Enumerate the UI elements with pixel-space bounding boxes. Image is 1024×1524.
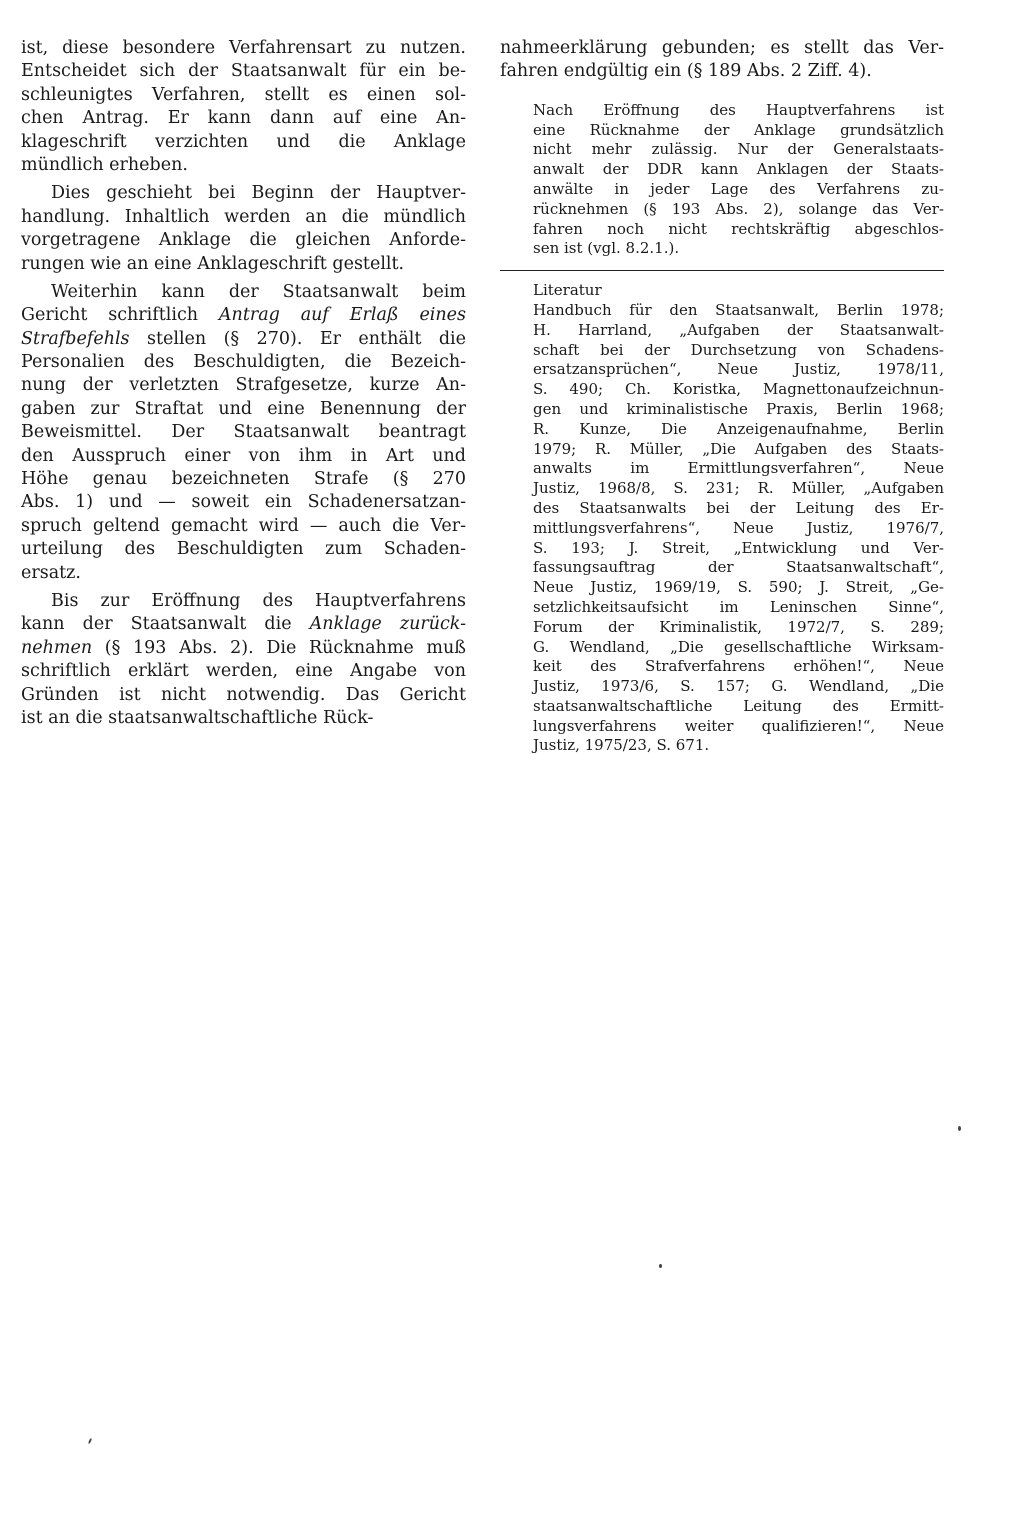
literature-list (533, 301, 944, 756)
text-line: fassungsauftrag der Staatsanwaltschaft“, (533, 558, 944, 577)
text-line: Justiz, 1968/8, S. 231; R. Müller, „Aufgaben (533, 479, 944, 498)
section-divider (500, 270, 944, 271)
text-line: gen und kriminalistische Praxis, Berlin 1968; (533, 399, 944, 418)
small-print-paragraph (500, 101, 944, 259)
text-line: Gründen ist nicht notwendig. Das Gericht (21, 684, 466, 705)
literature-section (500, 281, 944, 756)
text-line: anwalt der DDR kann Anklagen der Staats- (533, 160, 944, 179)
text-line: nicht mehr zulässig. Nur der Generalstaats- (533, 140, 944, 159)
text-line: anwälte in jeder Lage des Verfahrens zu- (533, 179, 944, 198)
text-line: des Staatsanwalts bei der Leitung des Er- (533, 498, 944, 517)
right-column (500, 37, 944, 756)
text-line: rungen wie an eine Anklageschrift gestellt. (21, 253, 405, 274)
text-line: staatsanwaltschaftliche Leitung des Ermitt- (533, 696, 944, 715)
text-line: rücknehmen (§ 193 Abs. 2), solange das Ver- (533, 199, 944, 218)
text-line: eine Rücknahme der Anklage grundsätzlich (533, 120, 944, 139)
text-line: Strafbefehls stellen (§ 270). Er enthält die (21, 328, 466, 349)
text-line: ist, diese besondere Verfahrensart zu nutzen. (21, 38, 466, 58)
text-line: schaft bei der Durchsetzung von Schadens- (533, 340, 944, 359)
text-line: H. Harrland, „Aufgaben der Staatsanwalt- (533, 320, 944, 339)
text-line: 1979; R. Müller, „Die Aufgaben des Staats- (533, 439, 944, 458)
text-line: anwalts im Ermittlungsverfahren“, Neue (533, 459, 944, 478)
text-line: spruch geltend gemacht wird — auch die Ver- (21, 515, 466, 536)
text-line: Weiterhin kann der Staatsanwalt beim (51, 281, 466, 302)
text-line: nahmeerklärung gebunden; es stellt das Ver- (500, 38, 944, 58)
text-line: R. Kunze, Die Anzeigenaufnahme, Berlin (533, 419, 944, 438)
paragraph (21, 182, 466, 276)
text-line: fahren endgültig ein (§ 189 Abs. 2 Ziff. 4). (500, 61, 872, 82)
text-line: mittlungsverfahrens“, Neue Justiz, 1976/7, (533, 518, 944, 537)
text-line: schriftlich erklärt werden, eine Angabe von (21, 661, 466, 682)
text-line: ist an die staatsanwaltschaftliche Rück- (21, 707, 374, 728)
text-line: Gericht schriftlich Antrag auf Erlaß eines (21, 305, 467, 326)
text-line: fahren noch nicht rechtskräftig abgeschlos- (533, 219, 944, 238)
text-line: Dies geschieht bei Beginn der Hauptver- (51, 183, 466, 204)
text-line: klageschrift verzichten und die Anklage (21, 131, 466, 152)
scan-speck (958, 1126, 961, 1131)
text-line: nung der verletzten Strafgesetze, kurze An- (21, 375, 466, 396)
text-line: mündlich erheben. (21, 154, 188, 175)
text-line: Beweismittel. Der Staatsanwalt beantragt (21, 422, 466, 443)
literature-heading: Literatur (533, 281, 602, 300)
text-line: chen Antrag. Er kann dann auf eine An- (21, 108, 466, 129)
text-line: kann der Staatsanwalt die Anklage zurück- (21, 614, 466, 635)
text-line: keit des Strafverfahrens erhöhen!“, Neue (533, 657, 944, 676)
text-line: Entscheidet sich der Staatsanwalt für ein be- (21, 61, 466, 82)
continued-paragraph (500, 37, 944, 84)
text-line: gaben zur Straftat und eine Benennung der (21, 398, 466, 419)
text-line: Nach Eröffnung des Hauptverfahrens ist (533, 100, 944, 119)
text-line: Abs. 1) und — soweit ein Schadenersatzan- (21, 492, 466, 513)
paragraph (21, 590, 466, 730)
text-line: Höhe genau bezeichneten Strafe (§ 270 (21, 469, 466, 490)
text-line: Justiz, 1973/6, S. 157; G. Wendland, „Die (533, 677, 944, 696)
text-line: Handbuch für den Staatsanwalt, Berlin 1978; (533, 300, 944, 319)
text-line: Bis zur Eröffnung des Hauptverfahrens (51, 590, 466, 611)
text-line: nehmen (§ 193 Abs. 2). Die Rücknahme muß (21, 637, 466, 658)
text-line: vorgetragene Anklage die gleichen Anforde- (21, 230, 466, 251)
scan-speck (659, 1264, 662, 1268)
text-line: handlung. Inhaltlich werden an die mündlich (21, 206, 466, 227)
text-line: sen ist (vgl. 8.2.1.). (533, 239, 680, 258)
text-line: G. Wendland, „Die gesellschaftliche Wirksam- (533, 637, 944, 656)
text-line: Personalien des Beschuldigten, die Bezeich- (21, 352, 466, 373)
text-line: Justiz, 1975/23, S. 671. (533, 736, 710, 755)
left-column (21, 37, 466, 735)
text-line: urteilung des Beschuldigten zum Schaden- (21, 539, 466, 560)
text-line: den Ausspruch einer von ihm in Art und (21, 445, 466, 466)
text-line: S. 193; J. Streit, „Entwicklung und Ver- (533, 538, 944, 557)
paragraph (21, 37, 466, 177)
text-line: Neue Justiz, 1969/19, S. 590; J. Streit, „Ge- (533, 578, 944, 597)
text-line: S. 490; Ch. Koristka, Magnettonaufzeichnun- (533, 380, 944, 399)
paragraph (21, 281, 466, 585)
text-line: setzlichkeitsaufsicht im Leninschen Sinne“, (533, 597, 944, 616)
text-line: ersatzansprüchen“, Neue Justiz, 1978/11, (533, 360, 944, 379)
text-line: ersatz. (21, 562, 81, 583)
scan-speck (88, 1438, 92, 1444)
text-line: schleunigtes Verfahren, stellt es einen sol- (21, 84, 466, 105)
text-line: lungsverfahrens weiter qualifizieren!“, Neue (533, 716, 944, 735)
text-line: Forum der Kriminalistik, 1972/7, S. 289; (533, 617, 944, 636)
left-column-body (21, 37, 466, 730)
